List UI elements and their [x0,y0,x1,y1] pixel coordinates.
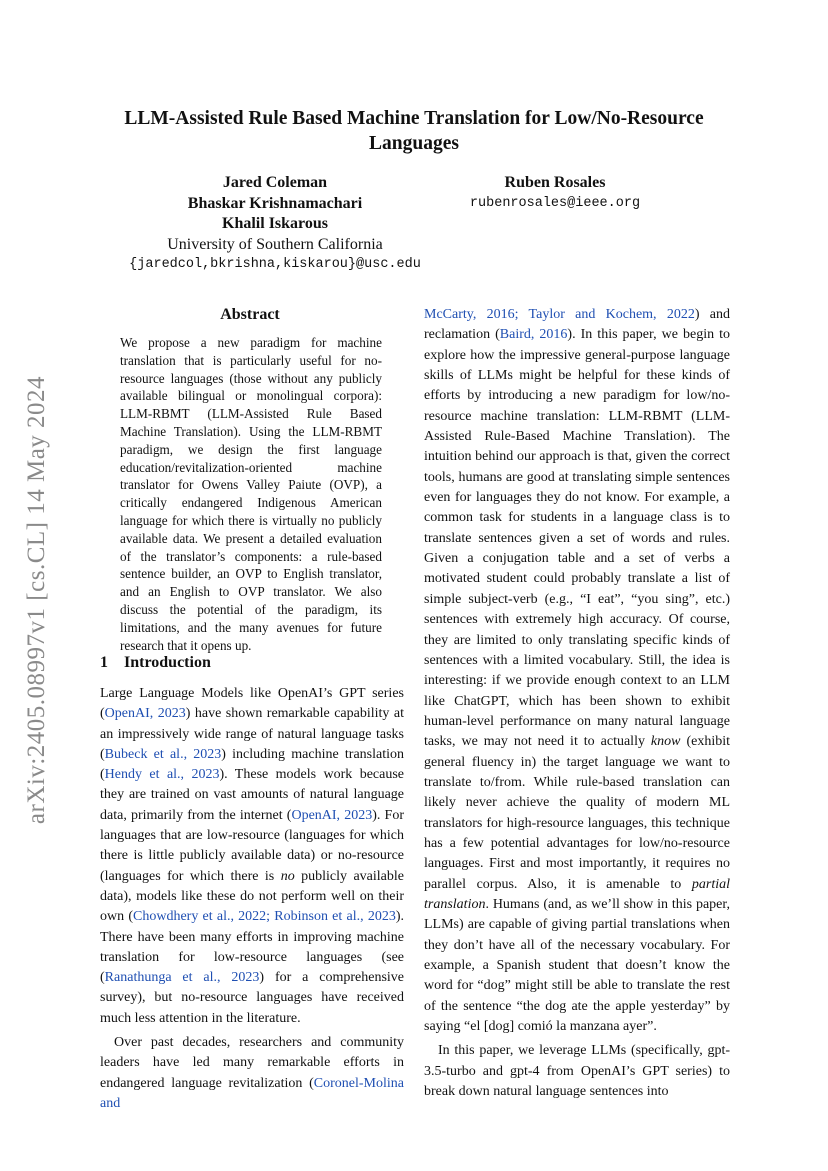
citation-link[interactable]: Ranathunga et al., 2023 [104,970,260,986]
author-name: Jared Coleman [222,174,328,191]
body-text: ) for a comprehensive survey), but no-resource languages have received much less attention in the literature. [100,970,404,1026]
citation-link[interactable]: McCarty, 2016; Taylor and Kochem, 2022 [424,307,695,322]
citation-link[interactable]: Hendy et al., 2023 [104,767,220,783]
section-title: Introduction [124,654,211,671]
section-heading [100,654,211,672]
emphasis-text: no [280,868,295,884]
section-number: 1 [100,654,108,671]
paragraph-part-1 [100,1033,404,1114]
citation-link[interactable]: Chowdhery et al., 2022; Robinson et al., 2023 [133,909,396,925]
body-text: Over past decades, researchers and community leaders have led many remarkable efforts in endangered language revitalization ( [100,1035,404,1091]
arxiv-side-stamp [22,350,52,850]
body-text: ). There have been many efforts in improving machine translation for low-resource languages (see ( [100,909,404,986]
body-text: ) including machine translation ( [100,746,405,783]
abstract-text: We propose a new paradigm for machine translation that is particularly useful for no-resource languages (those without any publicly available bilingual or monolingual corpora): LLM-RBMT (LLM-Assisted Rule Based Machine Translation). Using the LLM-RBMT paradigm, we design the first language education/revitalization-oriented machine translator for Owens Valley Paiute (OVP), a critically endangered Indigenous American language for which there is virtually no publicly available data. We present a detailed evaluation of the translator’s components: a rule-based sentence builder, an OVP to English translator, and an English to OVP translator. We also discuss the potential of the paradigm, its limitations, and the many avenues for future research that it opens up. [120,335,382,653]
paragraph-part-2 [424,305,730,1037]
body-text: Large Language Models like OpenAI’s GPT series ( [100,686,404,722]
citation-link[interactable]: Coronel-Molina and [100,1075,404,1111]
author-block-left [120,173,430,276]
body-text: ) have shown remarkable capability at an impressively wide range of natural language tasks ( [100,706,404,762]
abstract-heading: Abstract [220,306,280,323]
author-name: Bhaskar Krishnamachari [187,194,363,212]
body-text: ) and reclamation ( [424,307,730,343]
arxiv-identifier: arXiv:2405.08997v1 [cs.CL] 14 May 2024 [23,375,50,825]
citation-link[interactable]: OpenAI, 2023 [291,807,373,823]
paragraph [424,1041,730,1102]
body-text: ). For languages that are low-resource (languages for which there is little publicly available data) or no-resource (languages for which there is [100,807,404,884]
paper-title: LLM-Assisted Rule Based Machine Translation for Low/No-Resource Languages [124,108,704,154]
citation-link[interactable]: Bubeck et al., 2023 [104,746,222,762]
author-email: rubenrosales@ieee.org [469,195,641,211]
body-text: . Humans (and, as we’ll show in this paper, LLMs) are capable of giving partial translations when they don’t have all of the necessary vocabulary. For example, a Spanish student that doesn’t know the word for “dog” might still be able to translate the rest of the sentence “the dog ate the apple yesterday” by saying “el [dog] comió la manzana ayer”. [424,896,730,1035]
emphasis-text: know [650,734,681,750]
emphasis-text: partial translation [424,876,730,912]
body-text: publicly available data), models like these do not perform well on their own ( [100,868,404,925]
body-text: In this paper, we leverage LLMs (specifically, gpt-3.5-turbo and gpt-4 from OpenAI’s GPT series) to break down natural language sentences into [424,1043,730,1100]
author-name: Khalil Iskarous [222,215,328,232]
author-affiliation: University of Southern California [167,235,383,253]
left-column-text [100,684,404,1114]
body-text: ). These models work because they are trained on vast amounts of natural language data, primarily from the internet ( [100,767,405,823]
author-name: Ruben Rosales [504,174,606,191]
body-text: ). In this paper, we begin to explore how the impressive general-purpose language skills of LLMs might be helpful for these kinds of efforts by introducing a new paradigm for low/no-resource machine translation: LLM-RBMT (LLM-Assisted Rule-Based Machine Translation). The intuition behind our approach is that, given the correct tools, humans are good at translating simple sentences even for languages they do not know. For example, a common task for students in a language class is to translate sentences given a set of words and rules. Given a conjugation table and a set of verbs a motivated student could probably translate a list of simple subject-verb (e.g., “I eat”, “you sing”, etc.) sentences with extremely high accuracy. Of course, they are limited to only translating specific kinds of sentences with a limited vocabulary. Still, the idea is interesting: if we provide enough context to an LLM like ChatGPT, which has been shown to exhibit human-level performance on many natural language tasks, we may not need it to actually [424,327,730,750]
right-column-text [424,305,730,1102]
body-text: (exhibit general fluency in) the target language we want to translate to/from. While rule-based translation can likely never achieve the quality of modern ML translators for high-resource languages, this technique has a few potential advantages for low/no-resource languages. First and most importantly, it requires no parallel corpus. Also, it is amenable to [424,734,730,892]
citation-link[interactable]: Baird, 2016 [499,327,568,343]
author-email: {jaredcol,bkrishna,kiskarou}@usc.edu [129,257,421,272]
paragraph [100,684,404,1029]
author-block-right [440,173,670,214]
citation-link[interactable]: OpenAI, 2023 [104,706,186,722]
